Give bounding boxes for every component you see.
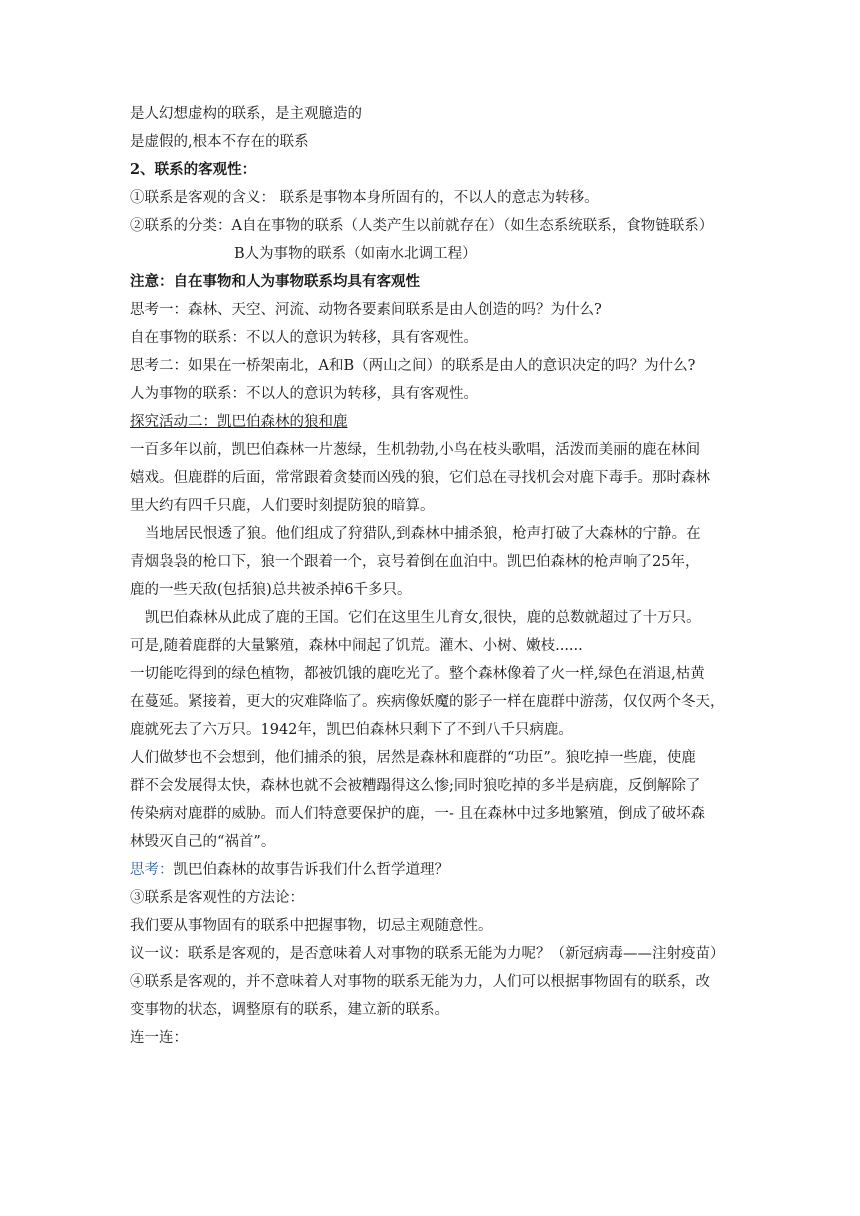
text-line: 是虚假的,根本不存在的联系 xyxy=(130,134,309,150)
text-line: 自在事物的联系：不以人的意识为转移，具有客观性。 xyxy=(130,330,478,346)
text-line: ②联系的分类：A自在事物的联系（人类产生以前就存在）（如生态系统联系，食物链联系） xyxy=(130,218,714,234)
text-line: 是人幻想虚构的联系，是主观臆造的 xyxy=(130,106,362,122)
story-line: 青烟袅袅的枪口下，狼一个跟着一个，哀号着倒在血泊中。凯巴伯森林的枪声响了25年， xyxy=(130,554,700,570)
story-line: 群不会发展得太快，森林也就不会被糟蹋得这么惨;同时狼吃掉的多半是病鹿，反倒解除了 xyxy=(130,778,701,794)
text-line: ③联系是客观性的方法论： xyxy=(130,890,304,906)
activity-title-text: 探究活动二：凯巴伯森林的狼和鹿 xyxy=(130,414,348,430)
story-line: 当地居民恨透了狼。他们组成了狩猎队,到森林中捕杀狼，枪声打破了大森林的宁静。在 xyxy=(145,526,701,542)
activity-title xyxy=(130,408,740,436)
think-line xyxy=(130,856,740,884)
text-line: 思考一：森林、天空、河流、动物各要素间联系是由人创造的吗？为什么? xyxy=(130,302,602,318)
text-line: 议一议：联系是客观的，是否意味着人对事物的联系无能为力呢？（新冠病毒——注射疫苗） xyxy=(130,946,725,962)
document-page xyxy=(130,100,740,1052)
story-line: 嬉戏。但鹿群的后面，常常跟着贪婪而凶残的狼，它们总在寻找机会对鹿下毒手。那时森林 xyxy=(130,470,710,486)
story-line: 传染病对鹿群的威胁。而人们特意要保护的鹿，一- 且在森林中过多地繁殖，倒成了破坏森 xyxy=(130,806,706,822)
section-heading: 2、联系的客观性： xyxy=(130,161,257,178)
story-line: 人们做梦也不会想到，他们捕杀的狼，居然是森林和鹿群的“功臣”。狼吃掉一些鹿，使鹿 xyxy=(130,750,696,766)
story-line: 里大约有四千只鹿，人们要时刻提防狼的暗算。 xyxy=(130,498,435,514)
story-line: 凯巴伯森林从此成了鹿的王国。它们在这里生儿育女,很快，鹿的总数就超过了十万只。 xyxy=(145,610,701,626)
story-line: 一切能吃得到的绿色植物，都被饥饿的鹿吃光了。整个森林像着了火一样,绿色在消退,枯黄 xyxy=(130,666,705,682)
text-line: 我们要从事物固有的联系中把握事物，切忌主观随意性。 xyxy=(130,918,493,934)
text-line: B人为事物的联系（如南水北调工程） xyxy=(234,246,477,262)
note-line: 注意：自在事物和人为事物联系均具有客观性 xyxy=(130,273,420,290)
story-line: 在蔓延。紧接着，更大的灾难降临了。疾病像妖魔的影子一样在鹿群中游荡，仅仅两个冬天， xyxy=(130,694,725,710)
story-line: 鹿就死去了六万只。1942年，凯巴伯森林只剩下了不到八千只病鹿。 xyxy=(130,722,573,738)
text-line: ①联系是客观的含义： 联系是事物本身所固有的，不以人的意志为转移。 xyxy=(130,190,599,206)
text-line: 人为事物的联系：不以人的意识为转移，具有客观性。 xyxy=(130,386,478,402)
text-line: ④联系是客观的，并不意味着人对事物的联系无能为力，人们可以根据事物固有的联系，改 xyxy=(130,974,710,990)
think-label: 思考： xyxy=(130,862,174,878)
story-line: 一百多年以前，凯巴伯森林一片葱绿，生机勃勃,小鸟在枝头歌唱，活泼而美丽的鹿在林间 xyxy=(130,442,701,458)
text-line: 变事物的状态，调整原有的联系，建立新的联系。 xyxy=(130,1002,449,1018)
story-line: 林毁灭自己的“祸首”。 xyxy=(130,834,276,850)
story-line: 可是,随着鹿群的大量繁殖，森林中闹起了饥荒。灌木、小树、嫩枝...... xyxy=(130,638,583,654)
text-line: 连一连： xyxy=(130,1030,188,1046)
text-line: 思考二：如果在一桥架南北，A和B（两山之间）的联系是由人的意识决定的吗？为什么? xyxy=(130,358,696,374)
story-line: 鹿的一些天敌(包括狼)总共被杀掉6千多只。 xyxy=(130,582,412,598)
think-question: 凯巴伯森林的故事告诉我们什么哲学道理？ xyxy=(173,862,449,878)
